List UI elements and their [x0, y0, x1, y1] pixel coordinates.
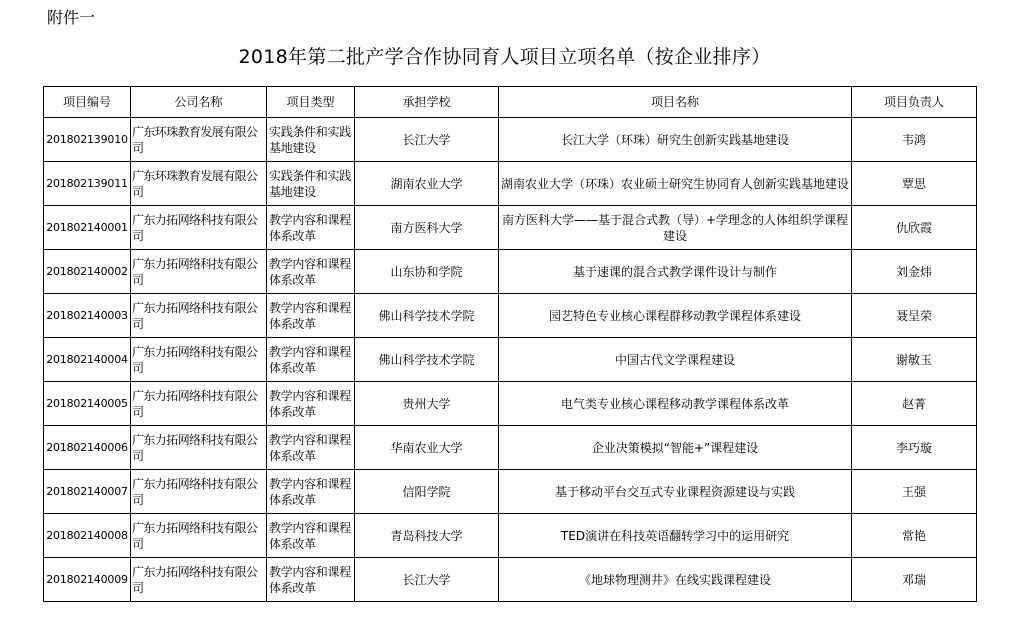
- attachment-label: 附件一: [47, 8, 96, 27]
- cell-project-name: 基于速课的混合式教学课件设计与制作: [499, 250, 852, 294]
- cell-school: 佛山科学技术学院: [355, 294, 499, 338]
- cell-company-name: 广东力拓网络科技有限公司: [131, 382, 267, 426]
- cell-project-type: 教学内容和课程体系改革: [267, 338, 355, 382]
- cell-school: 南方医科大学: [355, 206, 499, 250]
- cell-project-name: TED演讲在科技英语翻转学习中的运用研究: [499, 514, 852, 558]
- cell-project-id: 201802139010: [44, 118, 131, 162]
- cell-company-name: 广东力拓网络科技有限公司: [131, 514, 267, 558]
- cell-company-name: 广东环珠教育发展有限公司: [131, 162, 267, 206]
- cell-project-type: 实践条件和实践基地建设: [267, 162, 355, 206]
- cell-company-name: 广东力拓网络科技有限公司: [131, 558, 267, 602]
- header-project-id: 项目编号: [44, 87, 131, 118]
- cell-school: 长江大学: [355, 118, 499, 162]
- cell-project-type: 教学内容和课程体系改革: [267, 426, 355, 470]
- document-title: 2018年第二批产学合作协同育人项目立项名单（按企业排序）: [238, 46, 771, 68]
- cell-company-name: 广东力拓网络科技有限公司: [131, 206, 267, 250]
- table-row: [44, 206, 977, 250]
- cell-company-name: 广东力拓网络科技有限公司: [131, 250, 267, 294]
- table-row: [44, 470, 977, 514]
- cell-project-leader: 常艳: [852, 514, 977, 558]
- table-row: [44, 162, 977, 206]
- cell-school: 湖南农业大学: [355, 162, 499, 206]
- cell-project-name: 基于移动平台交互式专业课程资源建设与实践: [499, 470, 852, 514]
- cell-project-type: 教学内容和课程体系改革: [267, 470, 355, 514]
- table-row: [44, 382, 977, 426]
- cell-project-leader: 赵菁: [852, 382, 977, 426]
- table-row: [44, 514, 977, 558]
- cell-project-id: 201802139011: [44, 162, 131, 206]
- cell-project-type: 实践条件和实践基地建设: [267, 118, 355, 162]
- cell-project-type: 教学内容和课程体系改革: [267, 250, 355, 294]
- cell-project-id: 201802140009: [44, 558, 131, 602]
- cell-company-name: 广东力拓网络科技有限公司: [131, 426, 267, 470]
- cell-project-type: 教学内容和课程体系改革: [267, 206, 355, 250]
- cell-school: 山东协和学院: [355, 250, 499, 294]
- cell-project-name: 长江大学（环珠）研究生创新实践基地建设: [499, 118, 852, 162]
- cell-project-name: 企业决策模拟“智能+”课程建设: [499, 426, 852, 470]
- cell-company-name: 广东力拓网络科技有限公司: [131, 294, 267, 338]
- table-row: [44, 426, 977, 470]
- cell-school: 青岛科技大学: [355, 514, 499, 558]
- table-row: [44, 118, 977, 162]
- table-row: [44, 294, 977, 338]
- table-row: [44, 338, 977, 382]
- cell-school: 华南农业大学: [355, 426, 499, 470]
- cell-project-id: 201802140003: [44, 294, 131, 338]
- cell-project-type: 教学内容和课程体系改革: [267, 382, 355, 426]
- cell-project-type: 教学内容和课程体系改革: [267, 558, 355, 602]
- cell-project-id: 201802140004: [44, 338, 131, 382]
- cell-project-name: 电气类专业核心课程移动教学课程体系改革: [499, 382, 852, 426]
- cell-project-type: 教学内容和课程体系改革: [267, 514, 355, 558]
- cell-project-leader: 韦鸿: [852, 118, 977, 162]
- cell-school: 贵州大学: [355, 382, 499, 426]
- header-school: 承担学校: [355, 87, 499, 118]
- cell-project-id: 201802140002: [44, 250, 131, 294]
- cell-school: 信阳学院: [355, 470, 499, 514]
- cell-project-name: 《地球物理测井》在线实践课程建设: [499, 558, 852, 602]
- cell-project-name: 南方医科大学——基于混合式教（导）+学理念的人体组织学课程建设: [499, 206, 852, 250]
- table-header-row: [44, 87, 977, 118]
- cell-project-id: 201802140005: [44, 382, 131, 426]
- table-row: [44, 250, 977, 294]
- cell-company-name: 广东力拓网络科技有限公司: [131, 338, 267, 382]
- cell-school: 佛山科学技术学院: [355, 338, 499, 382]
- cell-project-leader: 王强: [852, 470, 977, 514]
- cell-company-name: 广东力拓网络科技有限公司: [131, 470, 267, 514]
- cell-company-name: 广东环珠教育发展有限公司: [131, 118, 267, 162]
- project-table: [43, 86, 977, 602]
- cell-project-name: 园艺特色专业核心课程群移动教学课程体系建设: [499, 294, 852, 338]
- cell-project-leader: 刘金炜: [852, 250, 977, 294]
- header-project-leader: 项目负责人: [852, 87, 977, 118]
- cell-project-leader: 聂呈荣: [852, 294, 977, 338]
- header-company-name: 公司名称: [131, 87, 267, 118]
- cell-project-leader: 覃思: [852, 162, 977, 206]
- cell-project-id: 201802140008: [44, 514, 131, 558]
- cell-project-type: 教学内容和课程体系改革: [267, 294, 355, 338]
- table-row: [44, 558, 977, 602]
- cell-project-leader: 邓瑞: [852, 558, 977, 602]
- cell-project-id: 201802140001: [44, 206, 131, 250]
- cell-project-name: 湖南农业大学（环珠）农业硕士研究生协同育人创新实践基地建设: [499, 162, 852, 206]
- header-project-type: 项目类型: [267, 87, 355, 118]
- cell-project-leader: 仇欣霞: [852, 206, 977, 250]
- cell-project-id: 201802140007: [44, 470, 131, 514]
- header-project-name: 项目名称: [499, 87, 852, 118]
- cell-project-name: 中国古代文学课程建设: [499, 338, 852, 382]
- cell-project-id: 201802140006: [44, 426, 131, 470]
- cell-project-leader: 谢敏玉: [852, 338, 977, 382]
- cell-school: 长江大学: [355, 558, 499, 602]
- cell-project-leader: 李巧璇: [852, 426, 977, 470]
